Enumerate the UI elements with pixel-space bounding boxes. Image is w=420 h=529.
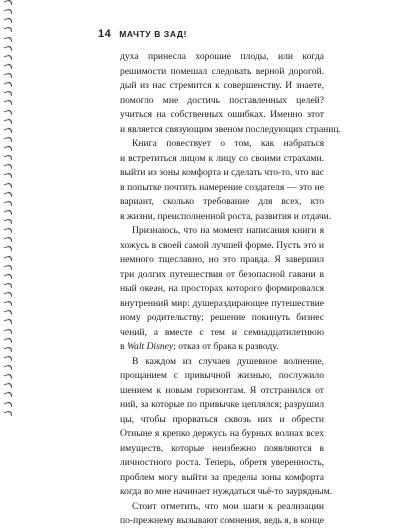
text-line: по-прежнему вызывают сомнения, ведь я, в конце [120, 515, 324, 526]
text-line: и встретиться лицом к лицу со своими страхами. [120, 152, 324, 164]
text-line: имуществ, которые неизбежно появляются в [120, 442, 324, 454]
text-line: немного тщеславно, но это правда. Я завершил [120, 254, 324, 265]
text-line: Книга повествует о том, как набраться [132, 138, 324, 149]
spiral-loop [4, 172, 12, 181]
text-line: Отныне я крепко держусь на бурных волнах всех [120, 428, 324, 439]
text-line: цы, чтобы прорваться сквозь них и обрести [120, 413, 324, 425]
spiral-loop [4, 17, 12, 26]
spiral-loop [4, 254, 12, 263]
spiral-loop [4, 245, 12, 254]
spiral-loop [4, 382, 12, 391]
spiral-loop [4, 117, 12, 126]
text-line: проблем могу выйти за пределы зоны комфорта [120, 471, 324, 483]
spiral-loop [4, 373, 12, 382]
text-line: внутренний мир: душераздирающее путешествие [120, 297, 324, 309]
running-title: МАЧТУ В ЗАД! [119, 29, 187, 39]
spiral-loop [4, 300, 12, 309]
spiral-loop [4, 72, 12, 81]
page-header [98, 28, 187, 40]
text-line: ному родительству; решение покинуть бизнес [120, 312, 324, 323]
spiral-loop [4, 163, 12, 172]
spiral-loop [4, 26, 12, 35]
text-line: помогло мне достичь поставленных целей? [120, 94, 324, 106]
spiral-loop [4, 227, 12, 236]
text-line: и является связующим звеном последующих страниц. [120, 123, 341, 135]
spiral-loop [4, 291, 12, 300]
text-line: прощанием с привычной жизнью, послужило [120, 370, 324, 381]
spiral-loop [4, 400, 12, 409]
spiral-loop [4, 236, 12, 245]
text-line: хожусь в своей самой лучшей форме. Пусть это и [120, 239, 324, 251]
text-line: в Walt Disney; отказ от брака к разводу. [120, 341, 279, 352]
spiral-loop [4, 8, 12, 17]
spiral-loop [4, 181, 12, 190]
spiral-loop [4, 327, 12, 336]
spiral-binding [4, 0, 12, 420]
spiral-loop [4, 136, 12, 145]
spiral-loop [4, 44, 12, 53]
spiral-loop [4, 53, 12, 62]
text-line: решимости помешал следовать верной дорогой. [120, 65, 324, 77]
text-line: шением к новым горизонтам. Я отстранился от [120, 384, 324, 396]
text-line: Признаюсь, что на момент написания книги я [132, 225, 324, 236]
spiral-loop [4, 409, 12, 418]
spiral-loop [4, 309, 12, 318]
spiral-loop [4, 355, 12, 364]
spiral-loop [4, 90, 12, 99]
text-line: учиться на собственных ошибках. Именно этот [120, 109, 324, 120]
spiral-loop [4, 35, 12, 44]
body-text [120, 50, 341, 529]
text-line: в жизни, преисполненной роста, развития и отдачи. [120, 210, 332, 222]
text-line: В каждом из случаев душевное волнение, [132, 355, 324, 367]
text-line: дый из нас стремится к совершенству. И знаете, [120, 80, 324, 91]
spiral-loop [4, 263, 12, 272]
text-line: чений, а вместе с тем и семнадцатилетнюю [120, 326, 324, 338]
spiral-loop [4, 0, 12, 7]
spiral-loop [4, 145, 12, 154]
page-number: 14 [98, 28, 112, 40]
spiral-loop [4, 199, 12, 208]
spiral-loop [4, 63, 12, 72]
spiral-loop [4, 190, 12, 199]
spiral-loop [4, 272, 12, 281]
spiral-loop [4, 336, 12, 345]
spiral-loop [4, 99, 12, 108]
text-line: личностного роста. Теперь, обретя уверенность, [120, 457, 324, 468]
text-line: Стоит отметить, что мои шаги к реализации [132, 500, 324, 512]
spiral-loop [4, 364, 12, 373]
text-line: ний, за которые по привычке цеплялся; разрушил [120, 399, 324, 410]
spiral-loop [4, 154, 12, 163]
text-line: в попытке почтить намерение создателя — это не [120, 181, 324, 193]
spiral-loop [4, 108, 12, 117]
text-line: когда во мне начинает нуждаться чьё-то заурядным. [120, 486, 333, 497]
spiral-loop [4, 81, 12, 90]
spiral-loop [4, 209, 12, 218]
spiral-loop [4, 282, 12, 291]
spiral-loop [4, 126, 12, 135]
text-line: три долгих путешествия от безопасной гавани в [120, 268, 324, 280]
spiral-loop [4, 318, 12, 327]
text-line: выйти из зоны комфорта и сделать что-то, что вас [120, 167, 324, 178]
spiral-loop [4, 218, 12, 227]
spiral-loop [4, 391, 12, 400]
text-line: духа принесла хорошие плоды, или когда [120, 51, 324, 62]
brand-name: Walt Disney [126, 341, 174, 352]
text-line: ный океан, на просторах которого формировался [120, 283, 324, 294]
spiral-loop [4, 345, 12, 354]
text-line: вариант, сколько требование для всех, кто [120, 196, 324, 207]
